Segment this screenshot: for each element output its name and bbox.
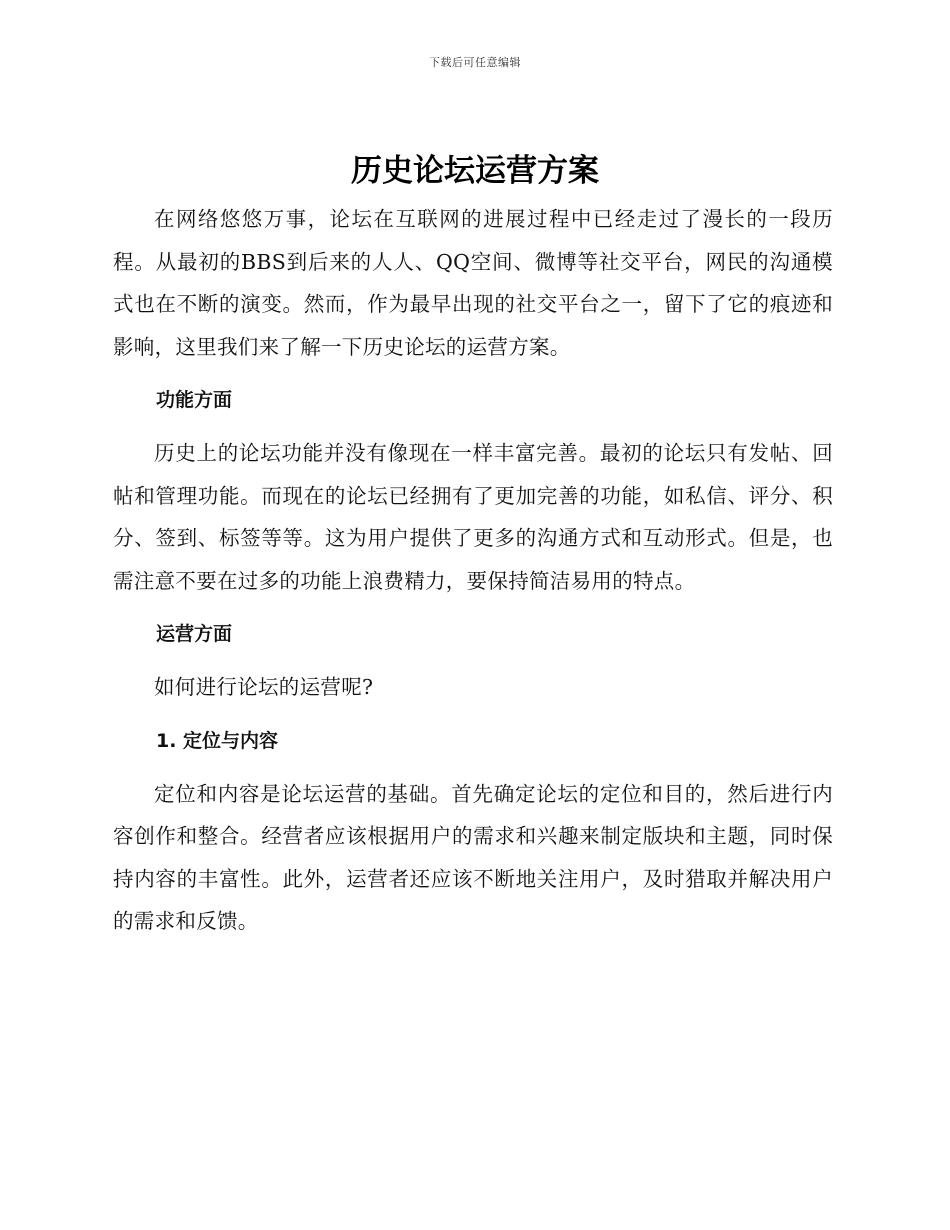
document-title: 历史论坛运营方案	[351, 153, 599, 189]
subsection-heading-positioning: 1. 定位与内容	[156, 729, 279, 752]
positioning-paragraph: 定位和内容是论坛运营的基础。首先确定论坛的定位和目的，然后进行内容创作和整合。经营者应该根据用户的需求和兴趣来制定版块和主题，同时保持内容的丰富性。此外，运营者还应该不断地关注用户，及时猎取并解决用户的需求和反馈。	[113, 781, 833, 933]
header-note: 下载后可任意编辑	[429, 56, 521, 69]
document-body	[113, 198, 833, 943]
section-heading-function: 功能方面	[156, 389, 233, 411]
section-heading-operation: 运营方面	[156, 623, 233, 645]
operation-question: 如何进行论坛的运营呢?	[154, 675, 374, 699]
intro-paragraph: 在网络悠悠万事，论坛在互联网的进展过程中已经走过了漫长的一段历程。从最初的BBS到后来的人人、QQ空间、微博等社交平台，网民的沟通模式也在不断的演变。然而，作为最早出现的社交平台之一，留下了它的痕迹和影响，这里我们来了解一下历史论坛的运营方案。	[113, 207, 833, 359]
function-paragraph: 历史上的论坛功能并没有像现在一样丰富完善。最初的论坛只有发帖、回帖和管理功能。而现在的论坛已经拥有了更加完善的功能，如私信、评分、积分、签到、标签等等。这为用户提供了更多的沟通方式和互动形式。但是，也需注意不要在过多的功能上浪费精力，要保持简洁易用的特点。	[113, 441, 833, 593]
